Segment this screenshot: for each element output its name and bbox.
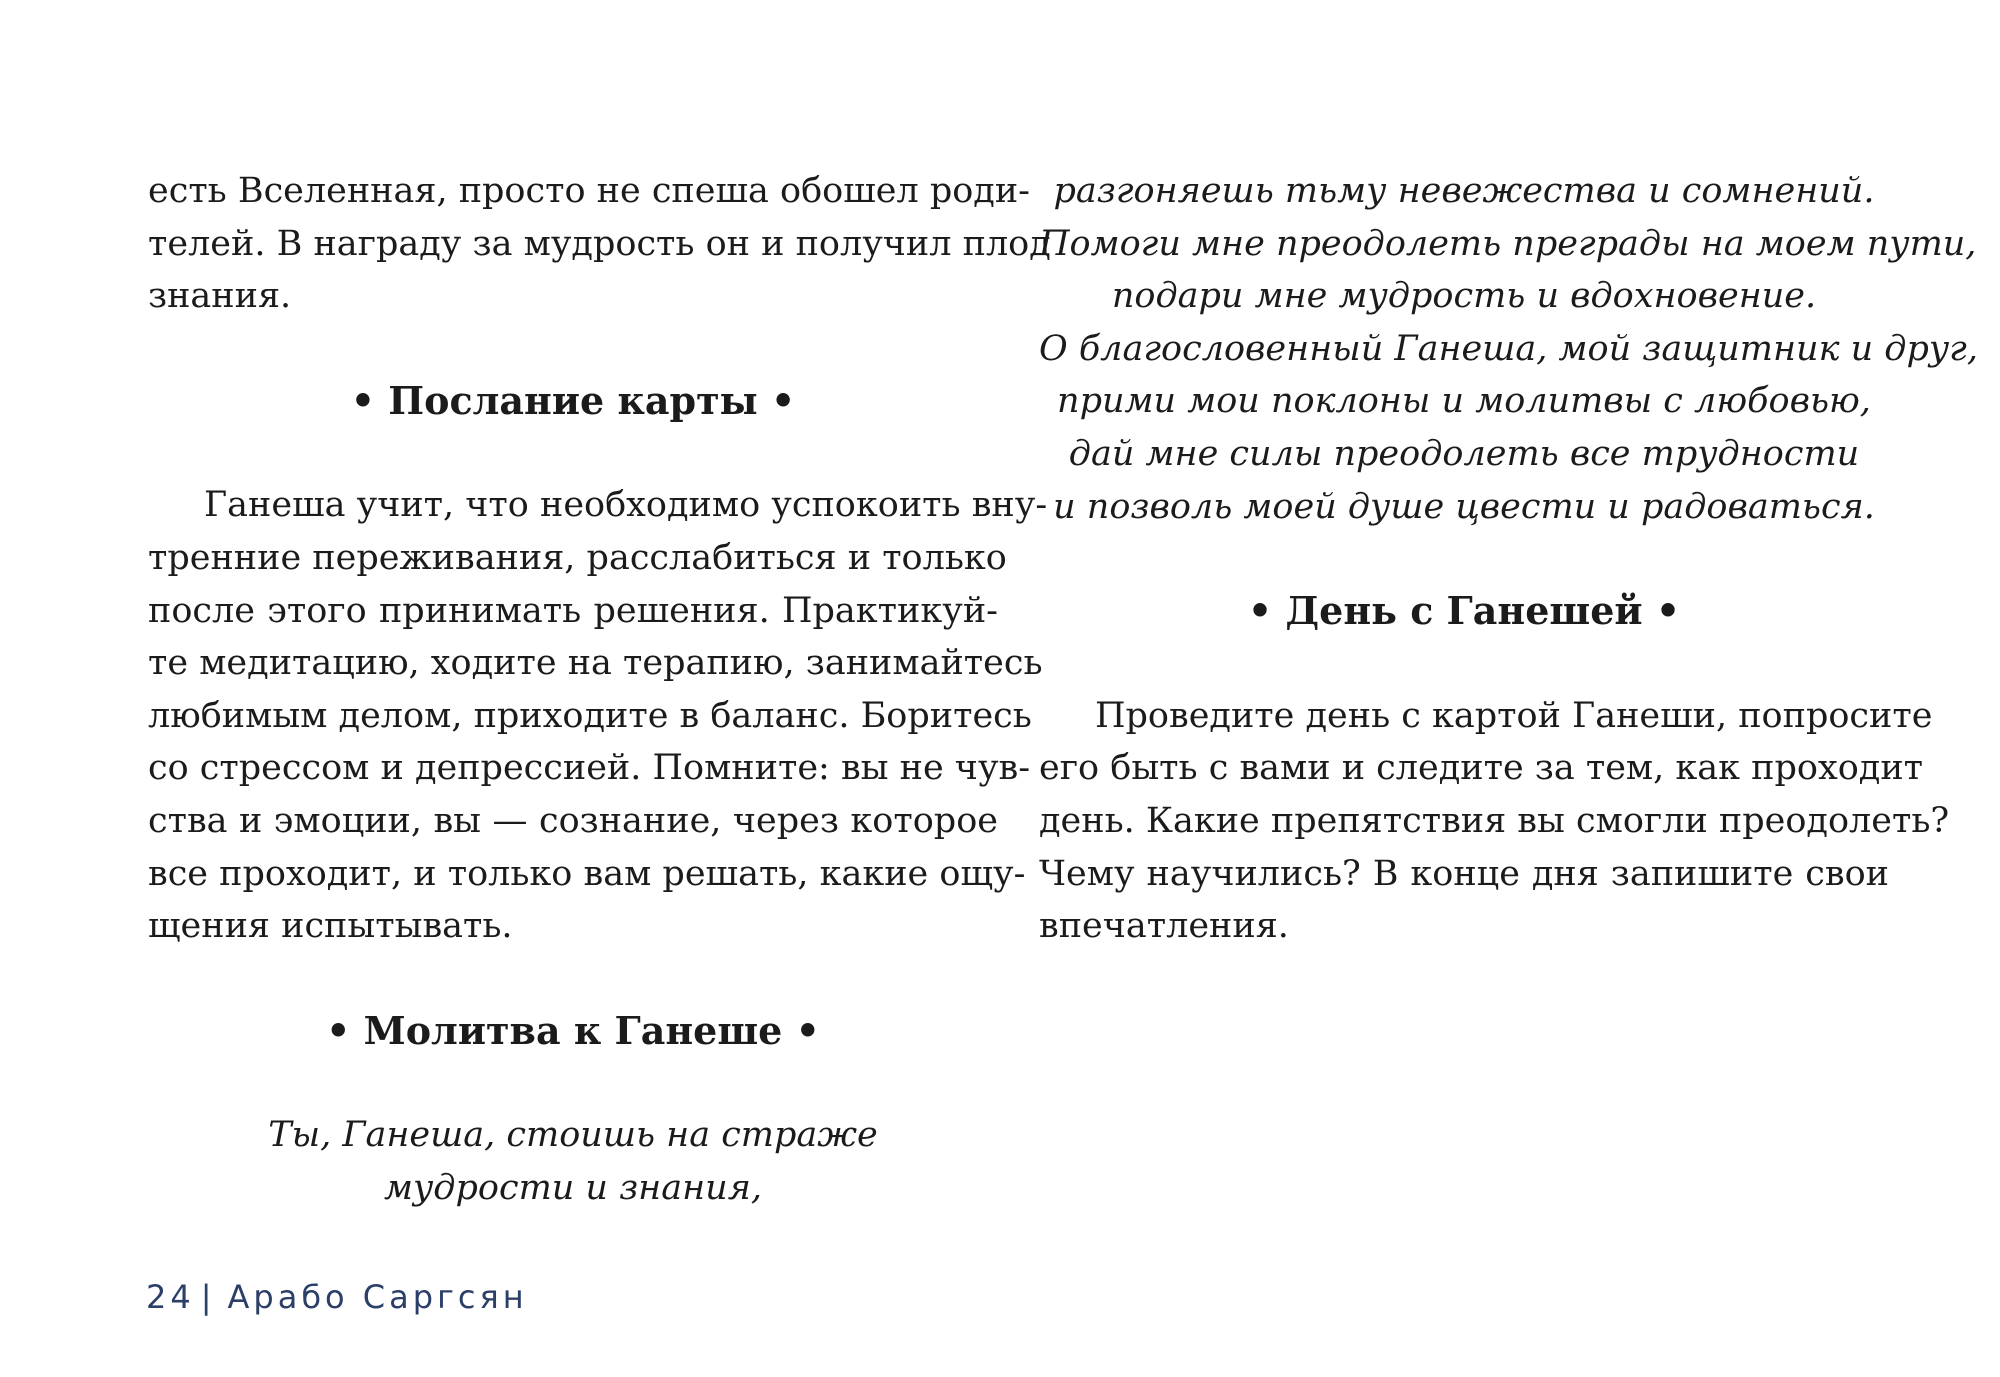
author-name: Арабо Саргсян: [227, 1278, 528, 1316]
prayer-line: прими мои поклоны и молитвы с любовью,: [1057, 381, 1871, 422]
text-line: со стрессом и депрессией. Помните: вы не чув-: [148, 748, 1031, 789]
prayer-line: и позволь моей душе цвести и радоваться.: [1053, 486, 1875, 527]
prayer-line: разгоняешь тьму невежества и сомнений.: [1053, 171, 1875, 211]
text-line: все проходит, и только вам решать, какие ощу-: [148, 853, 1026, 894]
prayer-line: Помоги мне преодолеть преграды на моем пути,: [1039, 223, 1977, 264]
prayer-line: О благословенный Ганеша, мой защитник и друг,: [1039, 328, 1978, 369]
text-line: телей. В награду за мудрость он и получил плод: [148, 223, 1051, 264]
footer-separator: |: [200, 1278, 216, 1316]
text-line: после этого принимать решения. Практикуй-: [148, 590, 998, 631]
text-line: его быть с вами и следите за тем, как проходит: [1039, 748, 1924, 789]
heading-prayer: • Молитва к Ганеше •: [326, 1007, 820, 1053]
text-line: впечатления.: [1039, 906, 1289, 947]
text-line: Ганеша учит, что необходимо успокоить вну-: [204, 485, 1048, 526]
right-column: [1039, 165, 1978, 953]
intro-paragraph: [148, 165, 1051, 323]
prayer-line: мудрости и знания,: [383, 1167, 762, 1208]
prayer-continuation: [1039, 165, 1978, 533]
text-line: знания.: [148, 276, 292, 317]
text-line: ства и эмоции, вы — сознание, через которое: [148, 800, 998, 841]
text-line: любимым делом, приходите в баланс. Боритесь: [148, 695, 1032, 736]
prayer-line: Ты, Ганеша, стоишь на страже: [268, 1115, 878, 1156]
heading-day-with-ganesha: • День с Ганешей •: [1247, 588, 1681, 634]
text-line: день. Какие препятствия вы смогли преодолеть?: [1039, 800, 1950, 841]
text-line: те медитацию, ходите на терапию, занимайтесь: [148, 643, 1043, 684]
text-line: Чему научились? В конце дня запишите свои: [1039, 853, 1889, 894]
left-column: [148, 165, 1051, 1215]
prayer-line: дай мне силы преодолеть все трудности: [1068, 433, 1860, 474]
page-footer: [146, 1278, 528, 1316]
day-paragraph: [1039, 690, 1950, 953]
prayer-start: [148, 1109, 998, 1214]
page-number: 24: [146, 1278, 195, 1316]
text-line: Проведите день с картой Ганеши, попросите: [1095, 695, 1933, 736]
heading-card-message: • Послание карты •: [350, 377, 796, 423]
text-line: есть Вселенная, просто не спеша обошел роди-: [148, 171, 1031, 211]
text-line: щения испытывать.: [148, 906, 513, 947]
prayer-line: подари мне мудрость и вдохновение.: [1111, 276, 1817, 317]
text-line: тренние переживания, расслабиться и только: [148, 537, 1007, 578]
card-message-paragraph: [148, 479, 1048, 952]
